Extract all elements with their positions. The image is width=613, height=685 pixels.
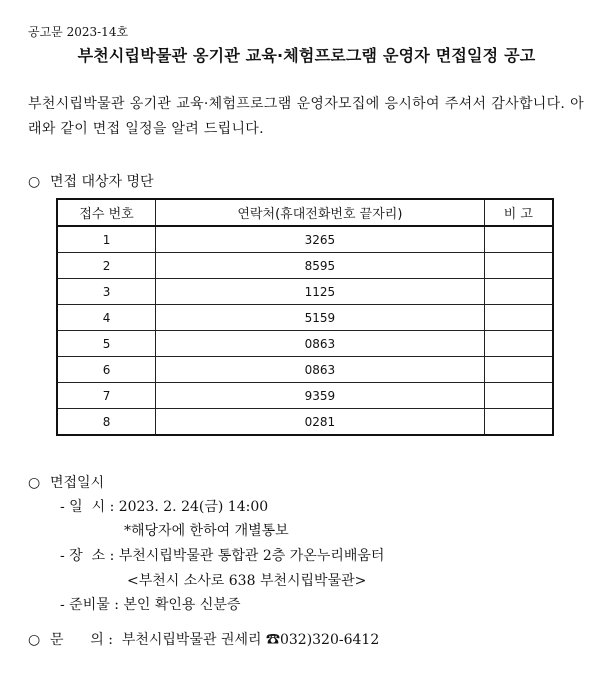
inquiry-contact: 부천시립박물관 권세리 ☎032)320-6412	[121, 632, 380, 648]
table-row	[57, 305, 553, 331]
contact-cell: 9359	[156, 383, 485, 409]
page-title: 부천시립박물관 옹기관 교육·체험프로그램 운영자 면접일정 공고	[77, 46, 536, 65]
receipt-number-cell: 5	[57, 331, 156, 357]
candidates-table	[56, 198, 554, 436]
column-header-note: 비 고	[484, 199, 553, 226]
table-header-row	[57, 199, 553, 226]
circle-bullet-icon: ○	[28, 475, 41, 491]
column-header-receipt-number: 접수 번호	[57, 199, 156, 226]
note-cell	[484, 383, 553, 409]
interview-place: - 장 소 : 부천시립박물관 통합관 2층 가온누리배움터	[60, 548, 385, 564]
table-row	[57, 409, 553, 436]
document-number: 공고문 2023-14호	[28, 25, 129, 39]
receipt-number-cell: 1	[57, 226, 156, 253]
candidates-heading-text: 면접 대상자 명단	[50, 174, 154, 190]
note-cell	[484, 279, 553, 305]
interview-items: - 준비물 : 본인 확인용 신분증	[60, 597, 241, 613]
table-row	[57, 357, 553, 383]
interview-date: - 일 시 : 2023. 2. 24(금) 14:00	[60, 499, 269, 515]
contact-cell: 5159	[156, 305, 485, 331]
contact-cell: 8595	[156, 253, 485, 279]
note-cell	[484, 253, 553, 279]
note-cell	[484, 305, 553, 331]
table-row	[57, 226, 553, 253]
table-row	[57, 331, 553, 357]
circle-bullet-icon: ○	[28, 632, 41, 648]
table-row	[57, 279, 553, 305]
receipt-number-cell: 6	[57, 357, 156, 383]
note-cell	[484, 226, 553, 253]
table-row	[57, 253, 553, 279]
candidates-heading	[28, 171, 154, 191]
interview-date-note: *해당자에 한하여 개별통보	[124, 523, 289, 539]
receipt-number-cell: 7	[57, 383, 156, 409]
contact-cell: 1125	[156, 279, 485, 305]
receipt-number-cell: 4	[57, 305, 156, 331]
circle-bullet-icon: ○	[28, 174, 41, 190]
intro-paragraph: 부천시립박물관 옹기관 교육·체험프로그램 운영자모집에 응시하여 주셔서 감사합니다. 아래와 같이 면접 일정을 알려 드립니다.	[28, 96, 584, 137]
table-row	[57, 383, 553, 409]
contact-cell: 0281	[156, 409, 485, 436]
receipt-number-cell: 8	[57, 409, 156, 436]
note-cell	[484, 409, 553, 436]
schedule-heading	[28, 472, 104, 492]
note-cell	[484, 357, 553, 383]
column-header-contact: 연락처(휴대전화번호 끝자리)	[156, 199, 485, 226]
inquiry-line	[28, 629, 379, 649]
contact-cell: 3265	[156, 226, 485, 253]
inquiry-label: 문 의 :	[50, 632, 113, 648]
receipt-number-cell: 2	[57, 253, 156, 279]
schedule-heading-text: 면접일시	[50, 475, 105, 491]
note-cell	[484, 331, 553, 357]
contact-cell: 0863	[156, 357, 485, 383]
contact-cell: 0863	[156, 331, 485, 357]
receipt-number-cell: 3	[57, 279, 156, 305]
interview-place-address: <부천시 소사로 638 부천시립박물관>	[127, 573, 367, 589]
